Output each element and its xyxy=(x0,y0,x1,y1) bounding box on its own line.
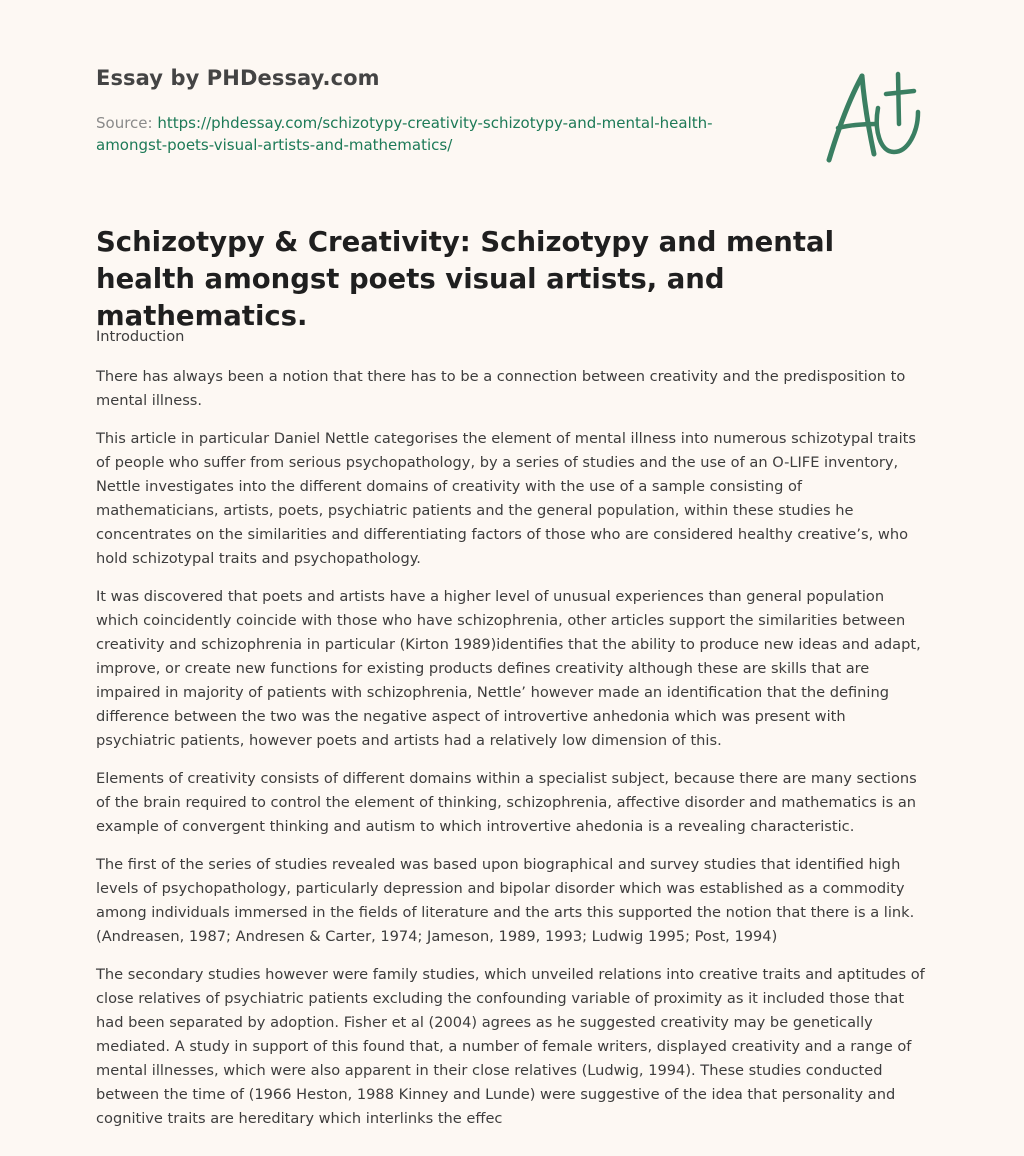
essay-paragraph: The secondary studies however were family studies, which unveiled relations into creative traits and aptitudes of close relatives of psychiatric patients excluding the confounding variable of proximity as it included those that had been separated by adoption. Fisher et al (2004) agrees as he suggested creativity may be genetically mediated. A study in support of this found that, a number of female writers, displayed creativity and a range of mental illnesses, which were also apparent in their close relatives (Ludwig, 1994). These studies conducted between the time of (1966 Heston, 1988 Kinney and Lunde) were suggestive of the idea that personality and cognitive traits are hereditary which interlinks the effec xyxy=(96,966,925,1127)
source-link[interactable] xyxy=(96,114,713,154)
a-plus-logo-icon xyxy=(824,68,924,164)
site-brand-title: Essay by PHDessay.com xyxy=(96,66,380,90)
essay-paragraph: Elements of creativity consists of different domains within a specialist subject, because there are many sections of the brain required to control the element of thinking, schizophrenia, affective disorder and mathematics is an example of convergent thinking and autism to which introvertive ahedonia is a revealing characteristic. xyxy=(96,770,917,835)
essay-paragraph: It was discovered that poets and artists have a higher level of unusual experiences than general population which coincidently coincide with those who have schizophrenia, other articles support the similarities between creativity and schizophrenia in particular (Kirton 1989)identifies that the ability to produce new ideas and adapt, improve, or create new functions for existing products defines creativity although these are skills that are impaired in majority of patients with schizophrenia, Nettle’ however made an identification that the defining difference between the two was the negative aspect of introvertive anhedonia which was present with psychiatric patients, however poets and artists had a relatively low dimension of this. xyxy=(96,588,921,749)
source-label: Source: xyxy=(96,114,153,132)
essay-title: Schizotypy & Creativity: Schizotypy and mental health amongst poets visual artists, and mathematics. xyxy=(96,226,835,332)
source-line xyxy=(96,112,736,156)
essay-body xyxy=(96,325,928,1145)
essay-paragraph: Introduction xyxy=(96,328,185,345)
essay-paragraph: There has always been a notion that there has to be a connection between creativity and the predisposition to mental illness. xyxy=(96,368,906,409)
source-url-line2: amongst-poets-visual-artists-and-mathematics/ xyxy=(96,136,453,154)
source-url-line1: https://phdessay.com/schizotypy-creativity-schizotypy-and-mental-health- xyxy=(157,114,713,132)
essay-paragraph: The first of the series of studies revealed was based upon biographical and survey studies that identified high levels of psychopathology, particularly depression and bipolar disorder which was established as a commodity among individuals immersed in the fields of literature and the arts this supported the notion that there is a link.(Andreasen, 1987; Andresen & Carter, 1974; Jameson, 1989, 1993; Ludwig 1995; Post, 1994) xyxy=(96,856,915,945)
essay-paragraph: This article in particular Daniel Nettle categorises the element of mental illness into numerous schizotypal traits of people who suffer from serious psychopathology, by a series of studies and the use of an O-LIFE inventory, Nettle investigates into the different domains of creativity with the use of a sample consisting of mathematicians, artists, poets, psychiatric patients and the general population, within these studies he concentrates on the similarities and differentiating factors of those who are considered healthy creative’s, who hold schizotypal traits and psychopathology. xyxy=(96,430,916,567)
